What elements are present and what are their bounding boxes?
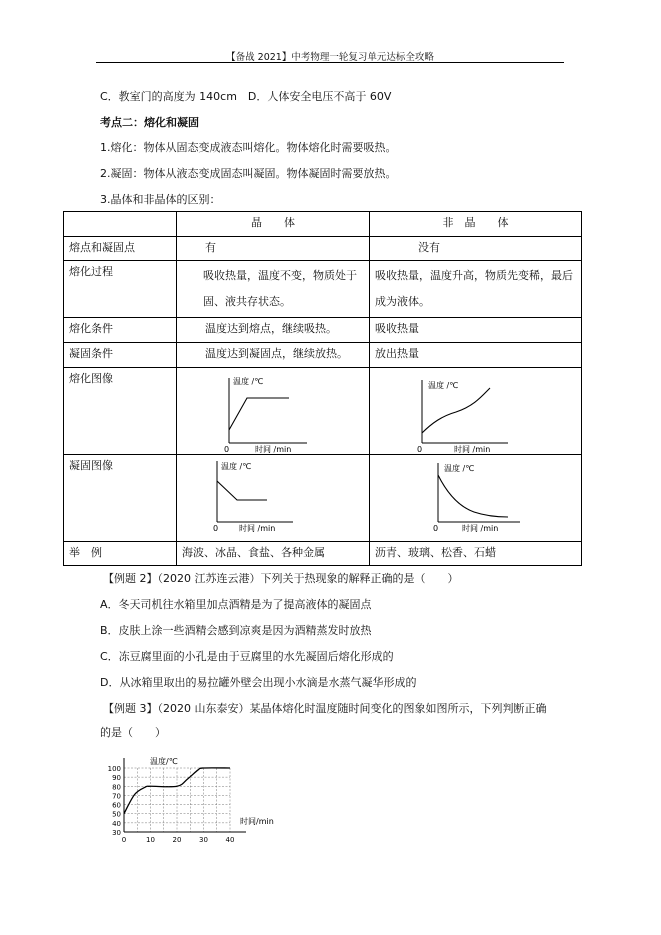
cell-amorphous: 没有	[370, 237, 582, 261]
graph-cell-amorphous-melting	[370, 368, 582, 455]
point-solidification: 2.凝固：物体从液态变成固态叫凝固。物体凝固时需要放热。	[100, 167, 397, 180]
x-tick-label: 10	[146, 836, 155, 844]
comparison-table	[63, 211, 582, 566]
chart-grid	[124, 768, 230, 832]
header-crystal: 晶 体	[177, 212, 370, 237]
row-label: 熔点和凝固点	[64, 237, 177, 261]
y-tick-label: 70	[112, 792, 121, 801]
x-axis-label: 时间 /min	[255, 445, 292, 454]
row-label: 熔化过程	[64, 261, 177, 318]
example-3-title-line2: 的是（ ）	[100, 726, 166, 739]
example-2-option-c: C．冻豆腐里面的小孔是由于豆腐里的水先凝固后熔化形成的	[100, 650, 394, 663]
row-label: 熔化条件	[64, 318, 177, 343]
y-tick-label: 40	[112, 819, 121, 828]
origin-label: 0	[417, 445, 423, 454]
row-label: 凝固条件	[64, 343, 177, 368]
y-tick-label: 90	[112, 774, 121, 783]
crystal-solidifying-graph	[177, 455, 370, 541]
row-label: 举 例	[64, 542, 177, 566]
chart-axes	[124, 758, 246, 832]
x-axis-label: 时间 /min	[454, 445, 491, 454]
header-rule	[96, 62, 564, 63]
cell-crystal: 吸收热量，温度不变，物质处于固、液共存状态。	[177, 261, 370, 318]
cell-crystal: 温度达到凝固点，继续放热。	[177, 343, 370, 368]
crystal-melting-graph	[177, 368, 370, 454]
y-tick-label: 100	[107, 765, 121, 773]
x-tick-label: 40	[225, 836, 235, 844]
row-label: 凝固图像	[64, 455, 177, 542]
graph-cell-amorphous-solidifying	[370, 455, 582, 542]
graph-cell-crystal-melting	[177, 368, 370, 455]
origin-label: 0	[224, 445, 230, 454]
y-axis-label: 温度 /℃	[428, 381, 459, 390]
example-2-option-d: D．从冰箱里取出的易拉罐外壁会出现小水滴是水蒸气凝华形成的	[100, 676, 417, 689]
melting-curve	[422, 388, 490, 433]
solidifying-curve	[438, 475, 508, 517]
melting-curve	[229, 398, 289, 430]
example-3-title-line1: 【例题 3】（2020 山东泰安）某晶体熔化时温度随时间变化的图象如图所示，下列判断正确	[103, 702, 547, 715]
point-comparison: 3.晶体和非晶体的区别：	[100, 193, 221, 206]
example-2-option-b: B．皮肤上涂一些酒精会感到凉爽是因为酒精蒸发时放热	[100, 624, 372, 637]
y-axis-label: 温度 /℃	[221, 462, 252, 471]
row-label: 熔化图像	[64, 368, 177, 455]
solidifying-curve	[217, 481, 267, 500]
x-axis-label: 时间 /min	[239, 524, 276, 533]
y-tick-label: 30	[112, 829, 121, 837]
header-empty	[64, 212, 177, 237]
amorphous-melting-graph	[370, 368, 582, 454]
y-tick-label: 80	[112, 783, 121, 792]
graph-cell-crystal-solidifying	[177, 455, 370, 542]
cell-crystal: 海波、冰晶、食盐、各种金属	[177, 542, 370, 566]
option-line-cd: C．教室门的高度为 140cm D．人体安全电压不高于 60V	[100, 90, 392, 103]
x-tick-label: 20	[172, 836, 182, 844]
cell-amorphous: 吸收热量	[370, 318, 582, 343]
origin-label: 0	[213, 524, 219, 533]
page-header: 【备战 2021】中考物理一轮复习单元达标全攻略	[226, 52, 434, 63]
y-tick-label: 60	[112, 801, 121, 810]
cell-crystal: 有	[177, 237, 370, 261]
x-axis-label: 时间 /min	[462, 524, 499, 533]
chart-y-label: 温度/℃	[150, 757, 178, 766]
point-melting: 1.熔化：物体从固态变成液态叫熔化。物体熔化时需要吸热。	[100, 141, 397, 154]
amorphous-solidifying-graph	[370, 455, 582, 541]
cell-amorphous: 吸收热量，温度升高，物质先变稀，最后成为液体。	[370, 261, 582, 318]
y-axis-label: 温度 /℃	[233, 377, 264, 386]
cell-amorphous: 沥青、玻璃、松香、石蜡	[370, 542, 582, 566]
header-amorphous: 非 晶 体	[370, 212, 582, 237]
chart-x-label: 时间/min	[240, 817, 274, 826]
y-tick-label: 50	[112, 810, 121, 819]
section-heading: 考点二：熔化和凝固	[100, 116, 199, 129]
cell-crystal: 温度达到熔点，继续吸热。	[177, 318, 370, 343]
example-2-option-a: A．冬天司机往水箱里加点酒精是为了提高液体的凝固点	[100, 598, 372, 611]
origin-label: 0	[433, 524, 439, 533]
example-3-chart	[100, 754, 300, 846]
x-tick-label: 30	[199, 836, 208, 844]
example-2-title: 【例题 2】（2020 江苏连云港）下列关于热现象的解释正确的是（ ）	[103, 572, 459, 585]
cell-amorphous: 放出热量	[370, 343, 582, 368]
y-axis-label: 温度 /℃	[444, 464, 475, 473]
x-tick-label: 0	[121, 836, 127, 844]
